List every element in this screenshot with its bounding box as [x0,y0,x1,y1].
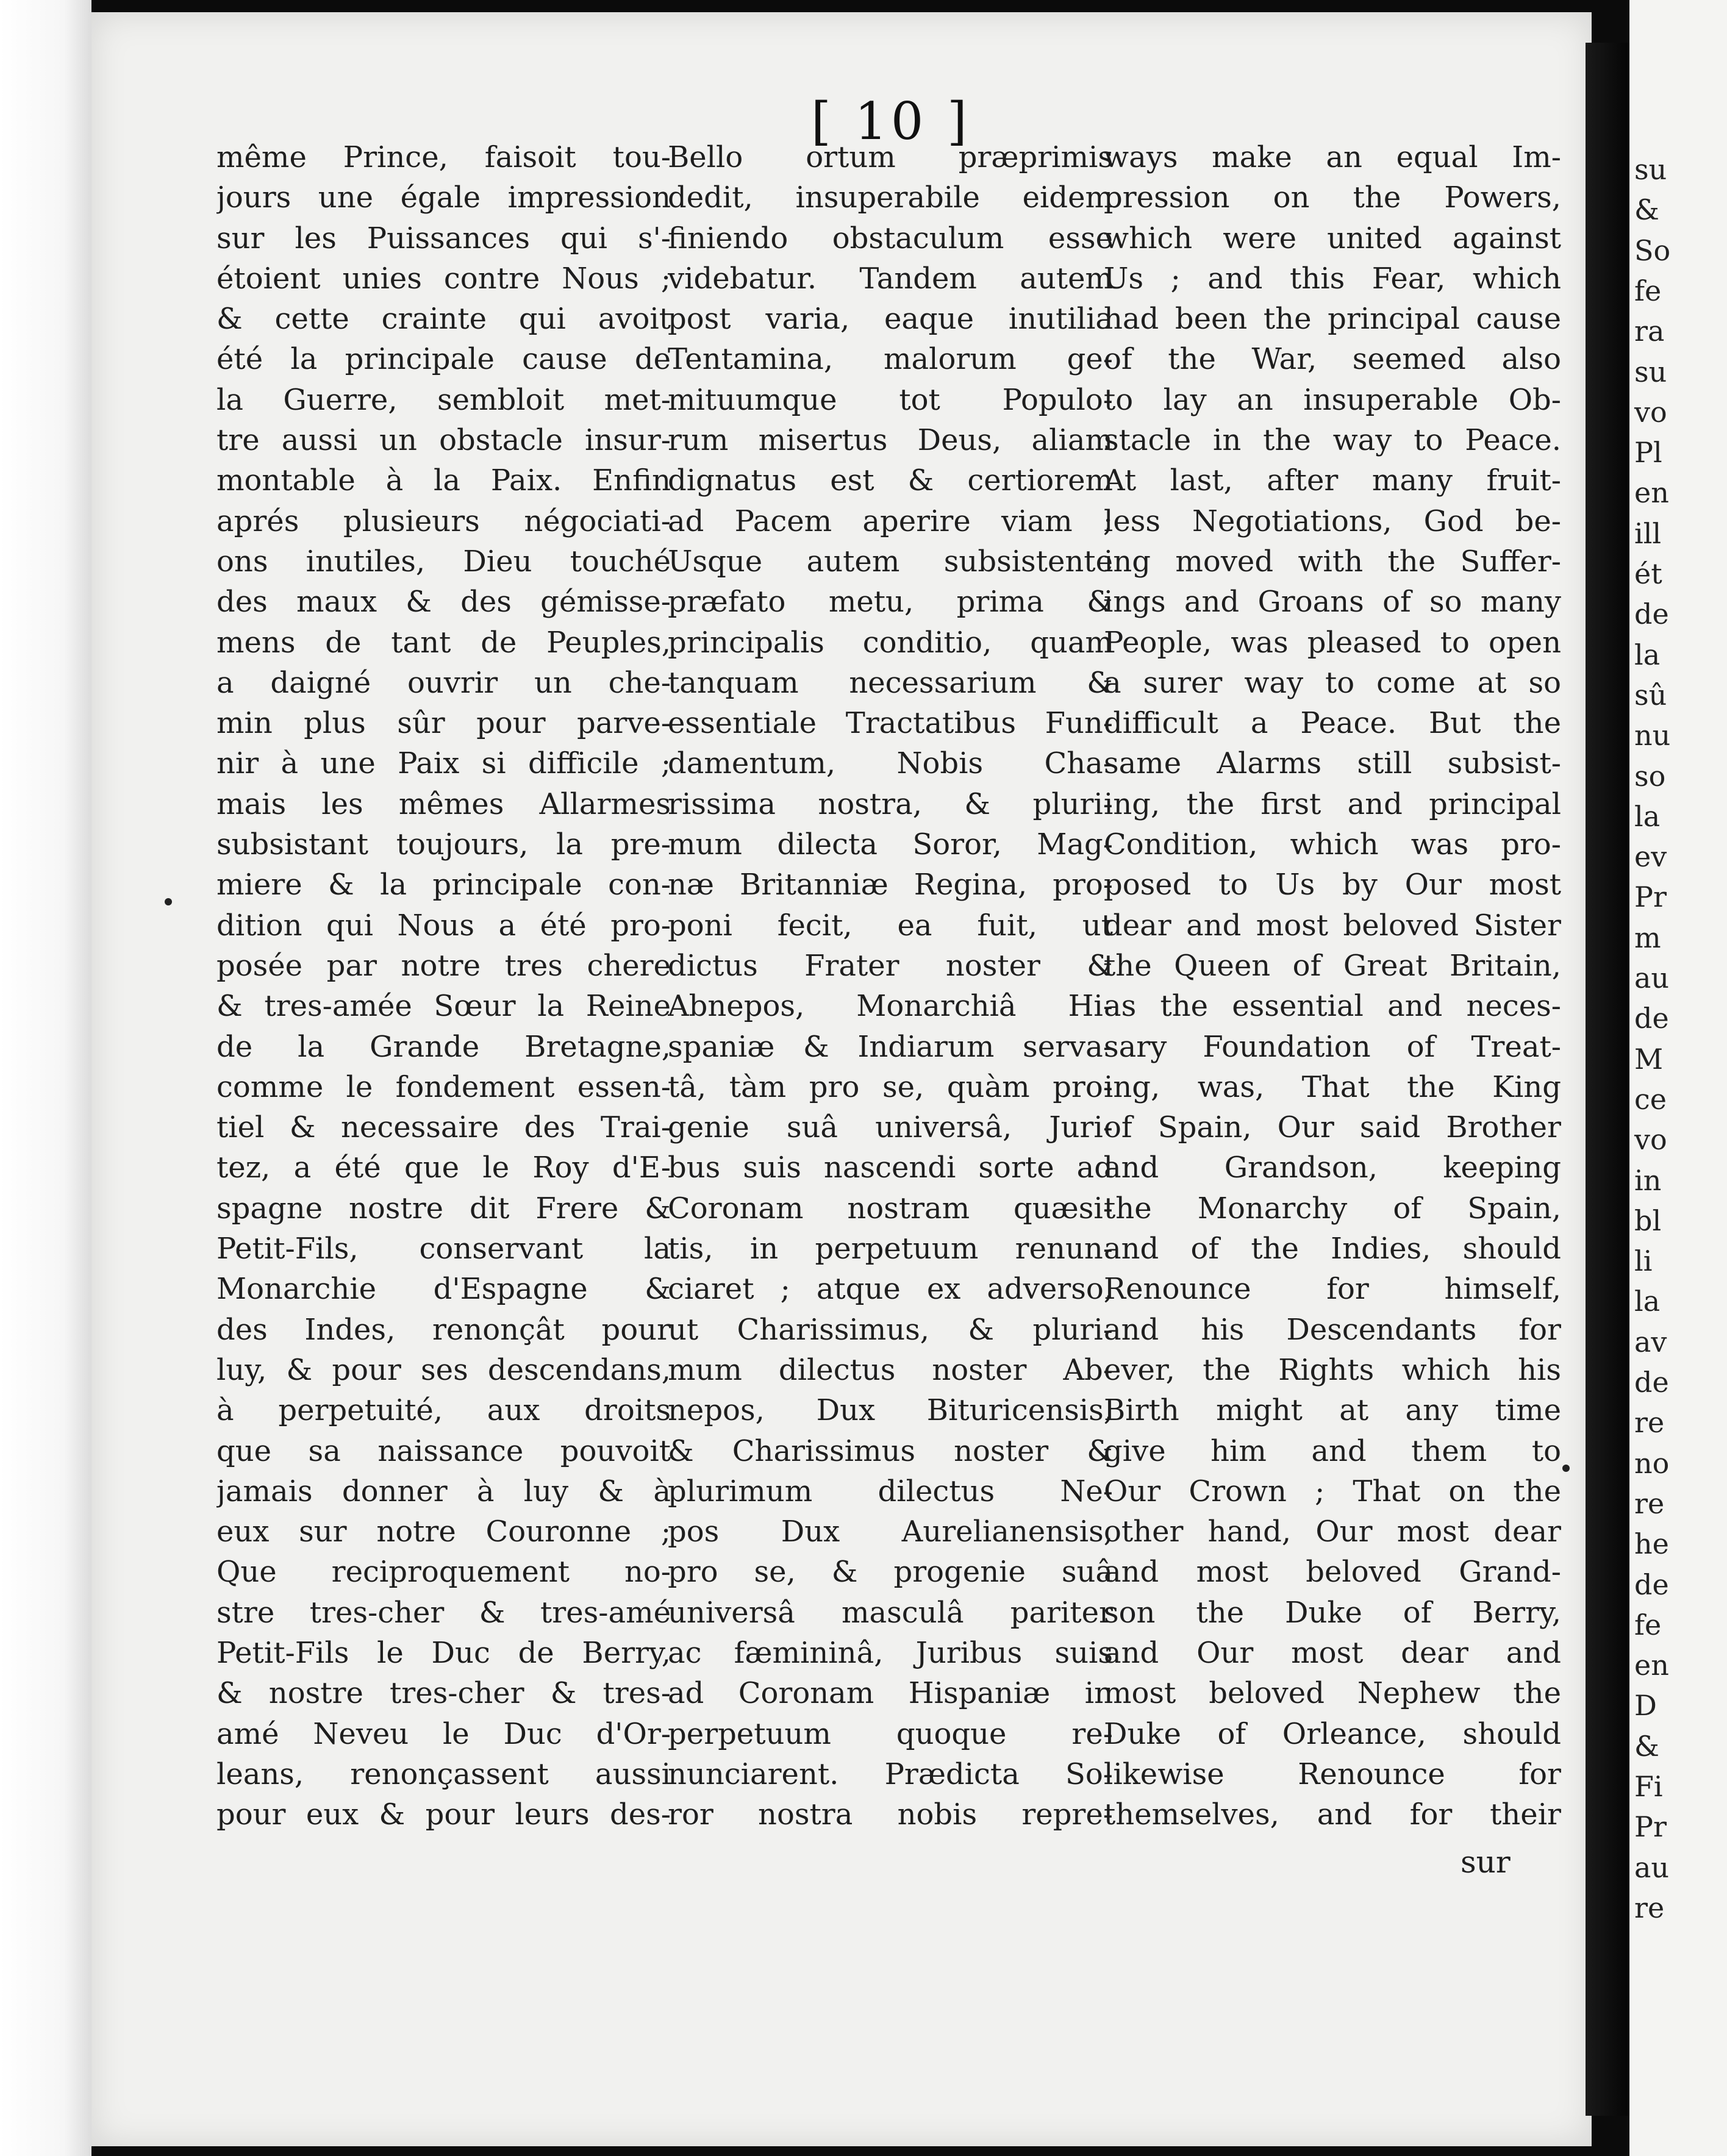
facing-page-fragment: & [1634,1729,1659,1763]
french-text-line: montable à la Paix. Enfin [216,463,671,498]
facing-page-edge [1629,0,1727,2156]
english-text-line: themselves, and for their [1104,1797,1561,1832]
french-text-line: eux sur notre Couronne ; [216,1515,671,1549]
english-text-line: to lay an insuperable Ob- [1104,382,1561,417]
english-text-line: dear and most beloved Sister [1104,908,1561,943]
french-text-line: pour eux & pour leurs des- [216,1797,671,1832]
french-text-line: comme le fondement essen- [216,1069,671,1104]
french-text-line: stre tres-cher & tres-amé [216,1595,671,1630]
french-text-line: subsistant toujours, la pre- [216,827,671,862]
french-text-line: des Indes, renonçât pour [216,1312,671,1347]
latin-text-line: damentum, Nobis Cha- [668,746,1113,781]
english-text-line: Us ; and this Fear, which [1104,261,1561,296]
french-text-line: posée par notre tres chere [216,948,671,983]
latin-text-line: perpetuum quoque re- [668,1716,1113,1751]
french-text-line: la Guerre, sembloit met- [216,382,671,417]
english-text-line: and most beloved Grand- [1104,1555,1561,1590]
english-text-line: give him and them to [1104,1433,1561,1468]
french-text-line: Monarchie d'Espagne & [216,1272,671,1307]
facing-page-fragment: Fi [1634,1770,1663,1803]
latin-text-line: mum dilectus noster Ab- [668,1352,1113,1387]
french-text-line: & cette crainte qui avoit [216,302,671,337]
latin-text-line: Usque autem subsistente [668,544,1113,579]
english-text-line: pression on the Powers, [1104,180,1561,215]
facing-page-fragment: ev [1634,840,1667,874]
facing-page-fragment: nu [1634,719,1671,752]
english-text-line: and his Descendants for [1104,1312,1561,1347]
facing-page-fragment: en [1634,1649,1669,1682]
latin-text-line: videbatur. Tandem autem [668,261,1113,296]
english-text-line: of the War, seemed also [1104,342,1561,377]
english-text-line: ing, was, That the King [1104,1069,1561,1104]
english-text-line: At last, after many fruit- [1104,463,1561,498]
facing-page-fragment: fe [1634,1608,1662,1641]
english-text-line: same Alarms still subsist- [1104,746,1561,781]
french-text-line: amé Neveu le Duc d'Or- [216,1716,671,1751]
facing-page-fragment: so [1634,759,1666,793]
facing-page-fragment: sû [1634,678,1667,712]
latin-text-line: ad Pacem aperire viam ; [668,504,1113,538]
french-text-line: min plus sûr pour parve- [216,706,671,741]
facing-page-fragment: M [1634,1042,1664,1076]
french-text-line: Petit-Fils, conservant la [216,1232,671,1266]
french-text-line: des maux & des gémisse- [216,585,671,619]
book-left-edge [0,0,91,2156]
ink-dot-left [165,898,172,905]
facing-page-fragment: la [1634,1285,1661,1318]
latin-text-line: principalis conditio, quam [668,625,1113,660]
facing-page-fragment: ill [1634,516,1662,550]
english-text-line: less Negotiations, God be- [1104,504,1561,538]
facing-page-fragment: re [1634,1487,1665,1520]
facing-page-fragment: av [1634,1325,1667,1358]
french-text-line: luy, & pour ses descendans, [216,1352,671,1387]
english-text-line: ings and Groans of so many [1104,585,1561,619]
english-text-line: son the Duke of Berry, [1104,1595,1561,1630]
english-text-line: People, was pleased to open [1104,625,1561,660]
english-text-line: most beloved Nephew the [1104,1676,1561,1711]
english-text-line: Condition, which was pro- [1104,827,1561,862]
latin-text-line: pro se, & progenie suâ [668,1555,1113,1590]
facing-page-fragment: su [1634,153,1667,186]
latin-text-line: Tentamina, malorum ge- [668,342,1113,377]
english-text-line: as the essential and neces- [1104,989,1561,1024]
french-text-line: ons inutiles, Dieu touché [216,544,671,579]
facing-page-fragment: Pr [1634,1810,1667,1844]
french-text-line: tiel & necessaire des Trai- [216,1110,671,1145]
facing-page-fragment: su [1634,355,1667,388]
english-text-line: sary Foundation of Treat- [1104,1029,1561,1064]
french-text-line: Petit-Fils le Duc de Berry, [216,1635,671,1670]
latin-text-line: tis, in perpetuum renun- [668,1232,1113,1266]
french-text-line: dition qui Nous a été pro- [216,908,671,943]
facing-page-fragment: la [1634,799,1661,833]
facing-page-fragment: Pr [1634,880,1667,914]
latin-text-line: rissima nostra, & pluri- [668,787,1113,821]
english-text-column [1104,137,1561,1832]
facing-page-fragment: la [1634,638,1661,671]
facing-page-fragment: re [1634,1891,1665,1924]
latin-text-line: Abnepos, Monarchiâ Hi- [668,989,1113,1024]
facing-page-fragment: in [1634,1163,1662,1197]
facing-page-fragment: de [1634,1366,1669,1399]
latin-text-line: essentiale Tractatibus Fun- [668,706,1113,741]
french-text-line: & tres-amée Sœur la Reine [216,989,671,1024]
english-text-line: and of the Indies, should [1104,1232,1561,1266]
latin-text-column [668,137,1113,1832]
facing-page-fragment: no [1634,1446,1670,1480]
facing-page-fragment: So [1634,234,1671,267]
facing-page-fragment: fe [1634,274,1662,307]
french-text-line: même Prince, faisoit tou- [216,140,671,174]
french-text-line: Que reciproquement no- [216,1555,671,1590]
latin-text-line: tanquam necessarium & [668,665,1113,700]
english-text-line: ways make an equal Im- [1104,140,1561,174]
english-text-line: difficult a Peace. But the [1104,706,1561,741]
latin-text-line: dignatus est & certiorem [668,463,1113,498]
french-text-line: & nostre tres-cher & tres- [216,1676,671,1711]
french-text-line: spagne nostre dit Frere & [216,1191,671,1226]
latin-text-line: Coronam nostram quæsi- [668,1191,1113,1226]
latin-text-line: post varia, eaque inutilia [668,302,1113,337]
english-text-line: ing, the first and principal [1104,787,1561,821]
facing-page-fragment: ce [1634,1082,1667,1116]
facing-page-fragment: Pl [1634,436,1662,469]
latin-text-line: dedit, insuperabile eidem [668,180,1113,215]
facing-page-fragment: D [1634,1689,1657,1722]
facing-page-fragment: de [1634,1568,1669,1601]
facing-page-fragment: de [1634,598,1669,631]
english-text-line: and Our most dear and [1104,1635,1561,1670]
latin-text-line: nunciarent. Prædicta So- [668,1757,1113,1791]
ink-dot-right [1562,1465,1570,1472]
english-text-line: Renounce for himself, [1104,1272,1561,1307]
latin-text-line: mituumque tot Populo- [668,382,1113,417]
english-text-line: Our Crown ; That on the [1104,1474,1561,1508]
latin-text-line: ad Coronam Hispaniæ in [668,1676,1113,1711]
facing-page-fragment: au [1634,962,1670,994]
latin-text-line: plurimum dilectus Ne- [668,1474,1113,1508]
english-text-line: of Spain, Our said Brother [1104,1110,1561,1145]
english-text-line: ing moved with the Suffer- [1104,544,1561,579]
english-text-line: a surer way to come at so [1104,665,1561,700]
book-gutter [1586,43,1629,2116]
french-text-line: aprés plusieurs négociati- [216,504,671,538]
facing-page-fragment: ét [1634,557,1662,590]
latin-text-line: nepos, Dux Bituricensis, [668,1393,1113,1428]
facing-page-fragment: he [1634,1527,1669,1561]
facing-page-fragment: re [1634,1406,1665,1440]
french-text-line: étoient unies contre Nous ; [216,261,671,296]
english-text-line: ever, the Rights which his [1104,1352,1561,1387]
english-text-line: stacle in the way to Peace. [1104,423,1561,458]
french-text-line: nir à une Paix si difficile ; [216,746,671,781]
english-text-line: posed to Us by Our most [1104,868,1561,902]
latin-text-line: ror nostra nobis repre- [668,1797,1113,1832]
english-text-line: the Queen of Great Britain, [1104,948,1561,983]
facing-page-fragment: m [1634,921,1661,954]
french-text-line: a daigné ouvrir un che- [216,665,671,700]
french-text-line: à perpetuité, aux droits [216,1393,671,1428]
page-number: [ 10 ] [811,91,971,151]
french-text-line: miere & la principale con- [216,868,671,902]
english-text-line: Duke of Orleance, should [1104,1716,1561,1751]
latin-text-line: tâ, tàm pro se, quàm pro- [668,1069,1113,1104]
facing-page-fragment: de [1634,1002,1669,1035]
latin-text-line: & Charissimus noster & [668,1433,1113,1468]
english-text-line: which were united against [1104,221,1561,255]
english-text-line: other hand, Our most dear [1104,1515,1561,1549]
french-text-line: que sa naissance pouvoit [216,1433,671,1468]
latin-text-line: pos Dux Aurelianensis, [668,1515,1113,1549]
latin-text-line: præfato metu, prima & [668,585,1113,619]
latin-text-line: mum dilecta Soror, Mag- [668,827,1113,862]
english-text-line: had been the principal cause [1104,302,1561,337]
facing-page-fragment: au [1634,1851,1670,1884]
facing-page-fragment: li [1634,1244,1653,1278]
latin-text-line: ciaret ; atque ex adverso, [668,1272,1113,1307]
catchword: sur [1461,1844,1511,1880]
latin-text-line: rum misertus Deus, aliam [668,423,1113,458]
french-text-line: jamais donner à luy & à [216,1474,671,1508]
latin-text-line: universâ masculâ pariter [668,1595,1113,1630]
facing-page-fragment: ra [1634,315,1665,348]
french-text-line: tre aussi un obstacle insur- [216,423,671,458]
french-text-column [216,137,671,1832]
latin-text-line: finiendo obstaculum esse [668,221,1113,255]
french-text-line: sur les Puissances qui s'- [216,221,671,255]
latin-text-line: Bello ortum præprimis [668,140,1113,174]
english-text-line: likewise Renounce for [1104,1757,1561,1791]
facing-page-fragment: vo [1634,1123,1667,1157]
latin-text-line: poni fecit, ea fuit, ut [668,908,1113,943]
facing-page-fragment: bl [1634,1204,1662,1237]
latin-text-line: genie suâ universâ, Juri- [668,1110,1113,1145]
french-text-line: été la principale cause de [216,342,671,377]
french-text-line: de la Grande Bretagne, [216,1029,671,1064]
latin-text-line: dictus Frater noster & [668,948,1113,983]
french-text-line: mais les mêmes Allarmes [216,787,671,821]
facing-page-fragment: vo [1634,395,1667,429]
english-text-line: and Grandson, keeping [1104,1151,1561,1185]
facing-page-fragment: en [1634,476,1669,510]
french-text-line: tez, a été que le Roy d'E- [216,1151,671,1185]
latin-text-line: ut Charissimus, & pluri- [668,1312,1113,1347]
facing-page-fragment: & [1634,193,1659,227]
french-text-line: mens de tant de Peuples, [216,625,671,660]
latin-text-line: spaniæ & Indiarum serva- [668,1029,1113,1064]
latin-text-line: bus suis nascendi sorte ad [668,1151,1113,1185]
english-text-line: Birth might at any time [1104,1393,1561,1428]
french-text-line: jours une égale impression [216,180,671,215]
french-text-line: leans, renonçassent aussi [216,1757,671,1791]
latin-text-line: næ Britanniæ Regina, pro- [668,868,1113,902]
english-text-line: the Monarchy of Spain, [1104,1191,1561,1226]
latin-text-line: ac fæmininâ, Juribus suis [668,1635,1113,1670]
